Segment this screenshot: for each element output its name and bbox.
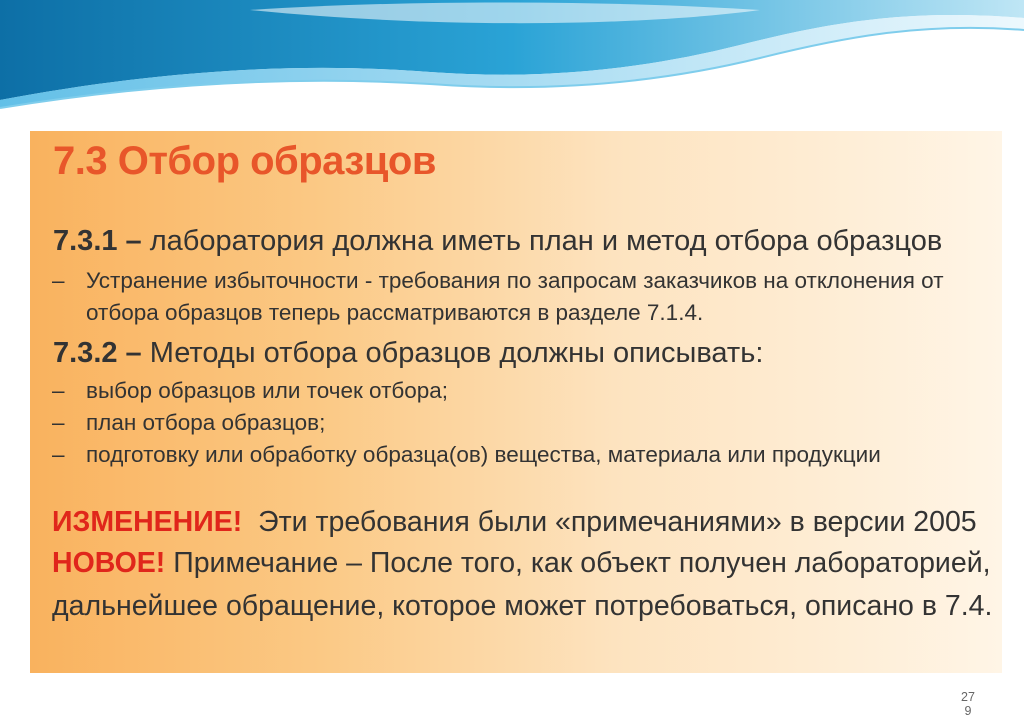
change-text: Эти требования были «примечаниями» в версии 2005 (242, 506, 977, 538)
dash-bullet: – (52, 442, 65, 467)
list-item: план отбора образцов; (86, 410, 326, 435)
page-number: 279 (961, 690, 975, 718)
change-label: ИЗМЕНЕНИЕ! (52, 506, 243, 538)
new-text-line1: Примечание – После того, как объект получен лабораторией, (165, 547, 991, 579)
section-7-3-2 (53, 337, 763, 370)
section-7-3-1-note-line1: Устранение избыточности - требования по запросам заказчиков на отклонения от (86, 268, 944, 293)
new-note (52, 547, 991, 580)
section-7-3-1-text: лаборатория должна иметь план и метод отбора образцов (141, 225, 943, 257)
dash-bullet: – (52, 268, 65, 293)
new-label: НОВОЕ! (52, 547, 166, 579)
section-7-3-1 (53, 225, 942, 258)
header-wave-decoration (0, 0, 1024, 115)
section-7-3-1-number: 7.3.1 – (53, 225, 142, 257)
section-7-3-1-note-line2: отбора образцов теперь рассматриваются в разделе 7.1.4. (86, 300, 704, 325)
change-note (52, 506, 977, 539)
dash-bullet: – (52, 410, 65, 435)
section-7-3-2-text: Методы отбора образцов должны описывать: (141, 337, 764, 369)
dash-bullet: – (52, 378, 65, 403)
section-7-3-2-number: 7.3.2 – (53, 337, 142, 369)
new-text-line2: дальнейшее обращение, которое может потребоваться, описано в 7.4. (52, 590, 993, 622)
list-item: выбор образцов или точек отбора; (86, 378, 449, 403)
slide-title: 7.3 Отбор образцов (53, 139, 436, 183)
list-item: подготовку или обработку образца(ов) вещества, материала или продукции (86, 442, 881, 467)
